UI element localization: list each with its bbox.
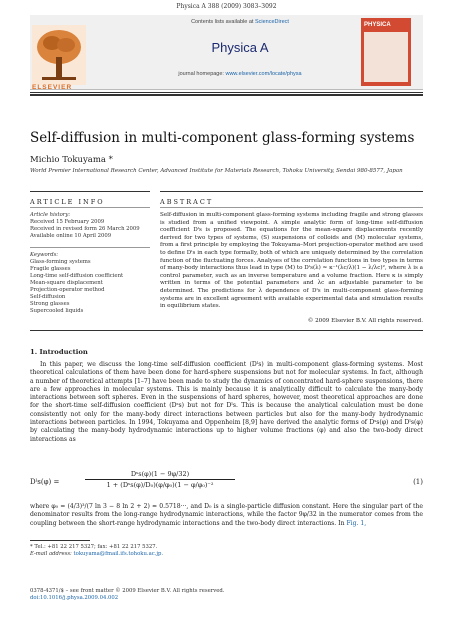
elsevier-tree-logo <box>32 25 86 85</box>
article-info-subrule <box>30 207 150 208</box>
email-link[interactable]: tokuyama@fmail.ifs.tohoku.ac.jp. <box>73 551 164 557</box>
article-title: Self-diffusion in multi-component glass-forming systems <box>30 130 415 146</box>
intro-paragraph-2-text: where φ₀ = (4/3)³/(7 ln 3 − 8 ln 2 + 2) ≃ 0.5718···, and D₀ is a single-particle diffusion constant. Here the singular part of the denominator results from the long-range hydrodynamic interactions, while the factor 9φ/32 in the numerator comes from the coupling between the short-range hydrodynamic interactions and the two-body direct interactions. In <box>30 503 423 527</box>
figure-1-link[interactable]: Fig. 1, <box>346 519 367 527</box>
equation-denominator: 1 + (Dˢs(φ)/D₀)(φ/φ₀)(1 − φ/φ₀)⁻² <box>106 481 214 489</box>
intro-paragraph-1: In this paper, we discuss the long-time self-diffusion coefficient (Dˡs) in multi-component glass-forming systems. Most theoretical calculations of them have been done for hard-sphere suspensions but not for molecular systems. In fact, although a number of theoretical attempts [1–7] have been made to study the dynamics of concentrated hard-sphere suspensions, there are a few approaches in molecular systems. This is mainly because it is analytically difficult to calculate the many-body interactions between soft spheres. Even in the suspensions of hard spheres, however, most theoretical approaches are done for the short-time self-diffusion coefficient (Dˢs) but not for Dˡs. This is because the analytical calculation must be done consistently not only for the many-body direct interactions between particles but also for the many-body hydrodynamic interactions between particles. In 1994, Tokuyama and Oppenheim [8,9] have derived the analytic forms of Dˢs(φ) and Dˡs(φ) by calculating the many-body hydrodynamic interactions up to higher volume fractions (φ) and also the two-body direct interactions as <box>30 361 423 443</box>
keywords-rule <box>30 247 150 248</box>
footnote-rule <box>30 540 90 541</box>
footnote-email-line <box>30 551 163 558</box>
abstract-heading: ABSTRACT <box>160 198 214 206</box>
keyword-item: Long-time self-diffusion coefficient <box>30 273 124 279</box>
section-heading: 1. Introduction <box>30 348 88 356</box>
abstract-rule <box>160 191 423 192</box>
fraction-bar <box>85 479 235 480</box>
homepage-prefix: journal homepage: <box>178 71 224 77</box>
intro-paragraph-2 <box>30 503 423 528</box>
cover-image <box>364 32 408 82</box>
sciencedirect-link[interactable]: ScienceDirect <box>254 19 289 25</box>
equation-lhs: Dˡs(φ) = <box>30 478 60 486</box>
author-affiliation: World Premier International Research Center, Advanced Institute for Materials Research, Tohoku University, Sendai 980-8577, Japan <box>30 168 403 174</box>
history-item: Received in revised form 26 March 2009 <box>30 226 140 232</box>
article-info-heading: ARTICLE INFO <box>30 198 105 206</box>
publisher-name: ELSEVIER <box>32 84 73 91</box>
journal-name: Physica A <box>211 40 269 55</box>
history-label: Article history: <box>30 212 71 218</box>
author-name: Michio Tokuyama * <box>30 155 113 165</box>
contents-prefix: Contents lists available at <box>191 19 254 25</box>
keyword-item: Projection-operator method <box>30 287 105 293</box>
homepage-link[interactable]: www.elsevier.com/locate/physa <box>225 71 302 77</box>
keyword-item: Mean-square displacement <box>30 280 103 286</box>
article-history <box>30 212 150 240</box>
keywords-list <box>30 252 150 315</box>
doi-link[interactable]: doi:10.1016/j.physa.2009.04.002 <box>30 595 119 601</box>
abstract-copyright: © 2009 Elsevier B.V. All rights reserved. <box>307 318 423 324</box>
keyword-item: Self-diffusion <box>30 294 66 300</box>
keywords-label: Keywords: <box>30 252 59 258</box>
keyword-item: Strong glasses <box>30 301 70 307</box>
email-label: E-mail address: <box>30 551 72 557</box>
footnote <box>30 544 163 558</box>
header-divider <box>30 92 423 93</box>
running-header: Physica A 388 (2009) 3083–3092 <box>176 3 277 10</box>
keyword-item: Glass-forming systems <box>30 259 91 265</box>
history-item: Received 15 February 2009 <box>30 219 105 225</box>
history-item: Available online 10 April 2009 <box>30 233 112 239</box>
contents-line <box>120 19 360 25</box>
equation-1 <box>30 470 423 498</box>
keyword-item: Supercooled liquids <box>30 308 84 314</box>
homepage-line <box>120 71 360 77</box>
equation-fraction <box>85 470 235 489</box>
abstract-bottom-rule <box>30 330 423 331</box>
abstract-text: Self-diffusion in multi-component glass-forming systems including fragile and strong glasses is studied from a unified viewpoint. A simple analytic form of long-time self-diffusion coefficient Dˡs is proposed. The equations for the mean-square displacements recently derived for two types of systems, (S) suspensions of colloids and (M) molecular systems, from a first principle by employing the Tokuyama–Mori projection-operator method are used to define Dˡs in each type formally, both of which are uniquely determined by the correlation function of the fluctuating forces. Analyses of the correlation functions in two types in terms of many-body interactions thus lead in type (M) to Dˡs(λ) ≃ κ⁻¹(λc/λ)(1 − λ/λc)², where λ is a control parameter, such as an inverse temperature and a volume fraction. Here κ is simply written in terms of the potential parameters and λc an adjustable parameter to be determined. The predictions for λ dependence of Dˡs in multi-component glass-forming systems are in excellent agreement with available experimental data and simulation results in equilibrium states. <box>160 212 423 310</box>
footnote-tel: * Tel.: +81 22 217 5327; fax: +81 22 217 5327. <box>30 544 158 550</box>
bottom-info <box>30 588 224 602</box>
cover-title: PHYSICA <box>364 22 391 28</box>
keyword-item: Fragile glasses <box>30 266 71 272</box>
equation-number: (1) <box>413 478 423 486</box>
issn-line: 0378-4371/$ – see front matter © 2009 Elsevier B.V. All rights reserved. <box>30 588 225 594</box>
header-divider-thick <box>30 94 423 96</box>
abstract-subrule <box>160 207 423 208</box>
article-info-rule <box>30 191 150 192</box>
equation-numerator: Dˢs(φ)(1 − 9φ/32) <box>130 470 190 478</box>
